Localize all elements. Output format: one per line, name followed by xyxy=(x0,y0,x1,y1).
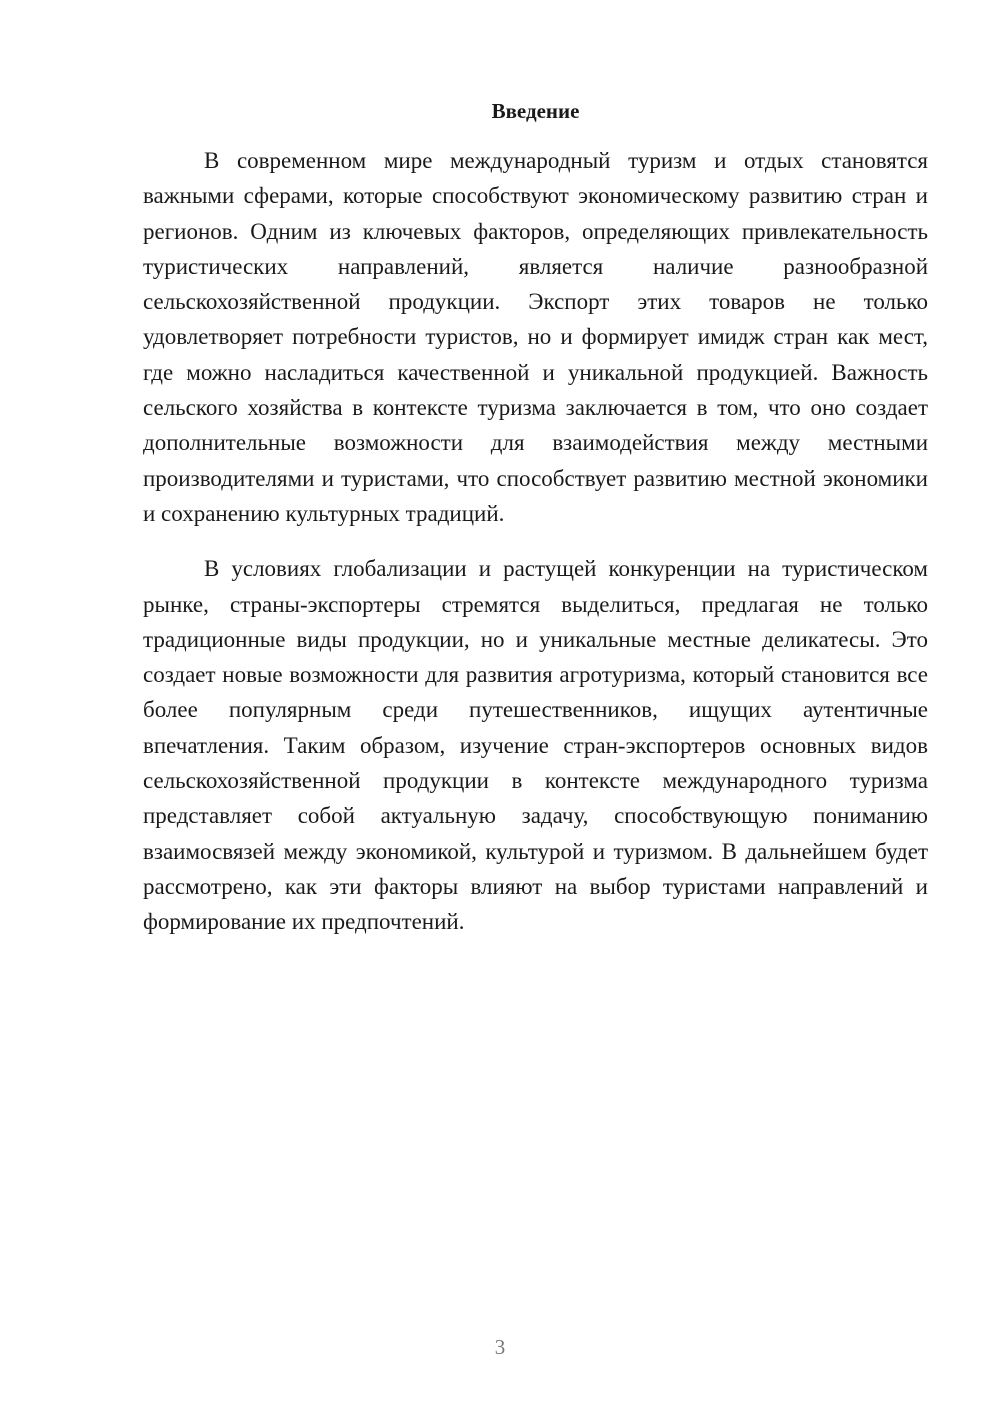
body-text xyxy=(143,143,928,940)
paragraph-1: В современном мире международный туризм и отдых становятся важными сферами, которые способствуют экономическому развитию стран и регионов. Одним из ключевых факторов, определяющих привлекательность туристических направлений, является наличие разнообразной сельскохозяйственной продукции. Экспорт этих товаров не только удовлетворяет потребности туристов, но и формирует имидж стран как мест, где можно насладиться качественной и уникальной продукцией. Важность сельского хозяйства в контексте туризма заключается в том, что оно создает дополнительные возможности для взаимодействия между местными производителями и туристами, что способствует развитию местной экономики и сохранению культурных традиций. xyxy=(143,148,928,526)
section-heading: Введение xyxy=(491,99,580,123)
paragraph-2: В условиях глобализации и растущей конкуренции на туристическом рынке, страны-экспортеры стремятся выделиться, предлагая не только традиционные виды продукции, но и уникальные местные деликатесы. Это создает новые возможности для развития агротуризма, который становится все более популярным среди путешественников, ищущих аутентичные впечатления. Таким образом, изучение стран-экспортеров основных видов сельскохозяйственной продукции в контексте международного туризма представляет собой актуальную задачу, способствующую пониманию взаимосвязей между экономикой, культурой и туризмом. В дальнейшем будет рассмотрено, как эти факторы влияют на выбор туристами направлений и формирование их предпочтений. xyxy=(143,556,928,935)
page-number: 3 xyxy=(494,1335,506,1359)
